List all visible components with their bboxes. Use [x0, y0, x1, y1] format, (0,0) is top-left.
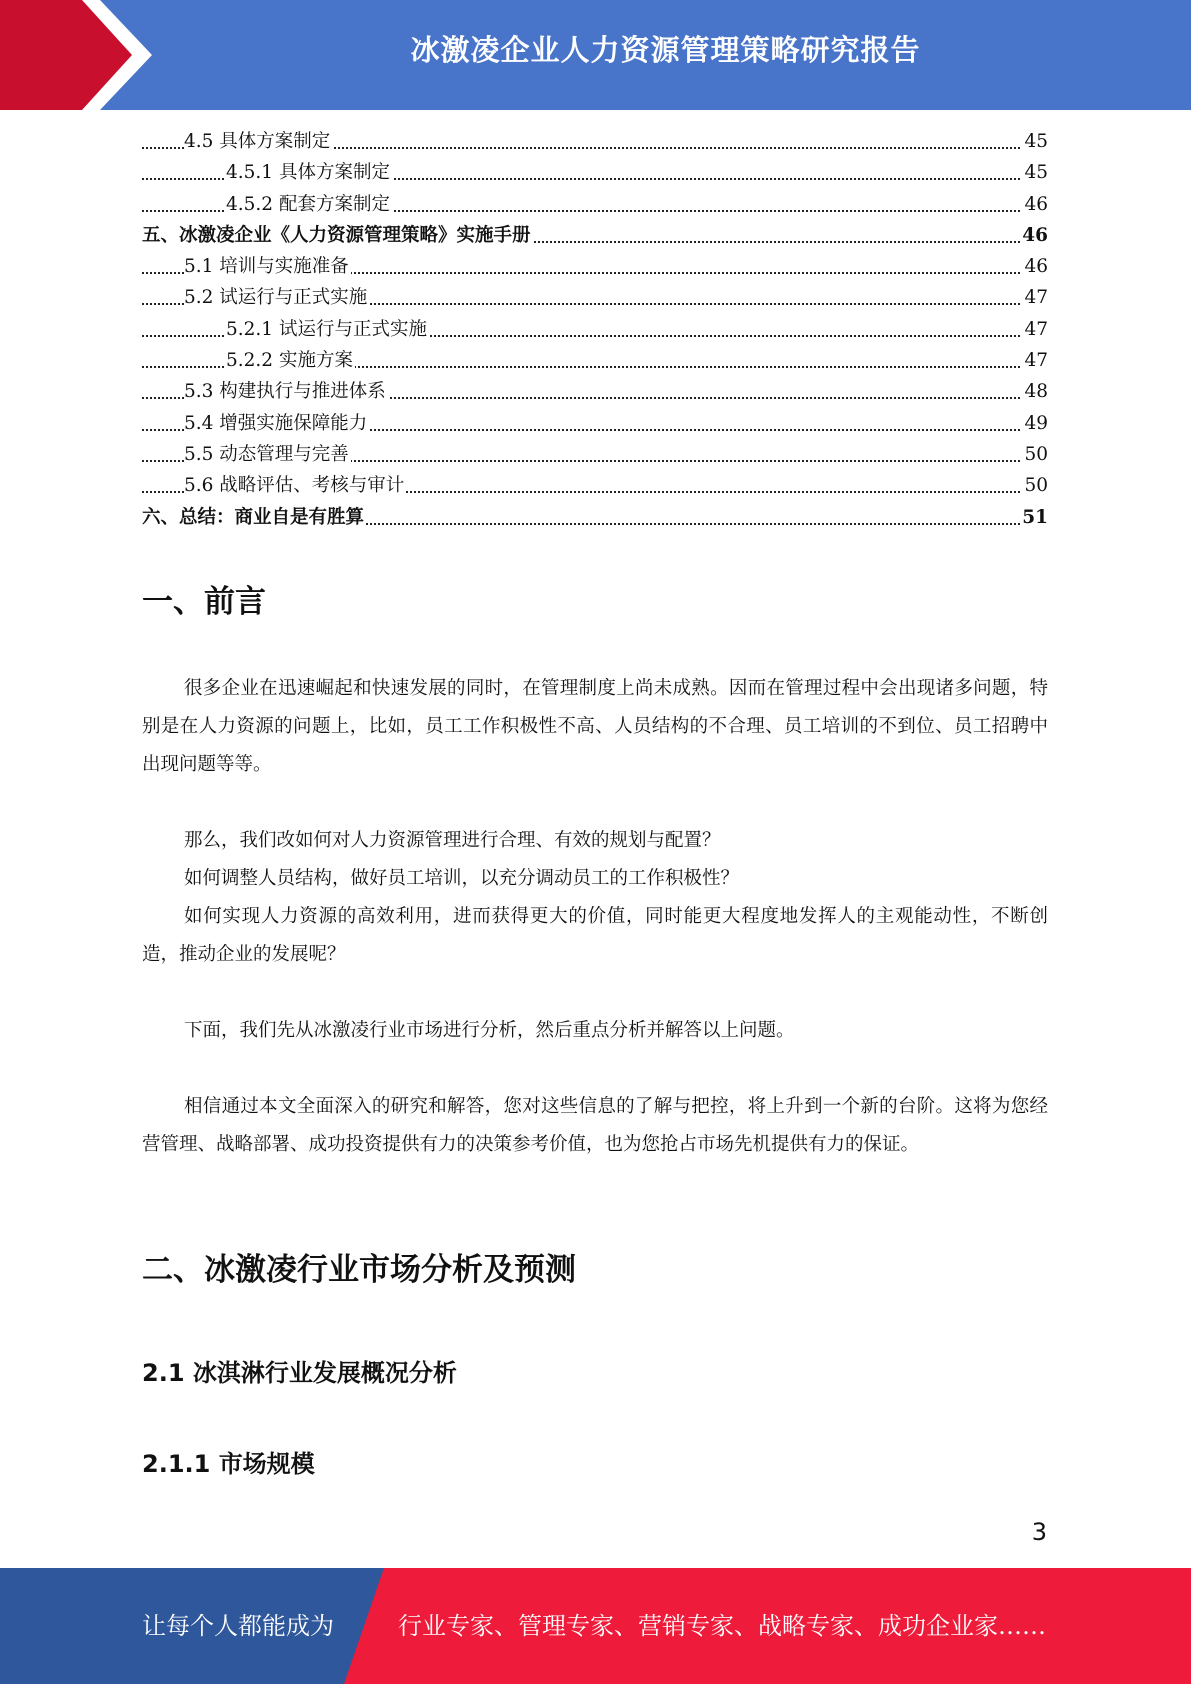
header-chevron-graphic [0, 0, 160, 110]
body-paragraph: 相信通过本文全面深入的研究和解答，您对这些信息的了解与把控，将上升到一个新的台阶。这将为您经营管理、战略部署、成功投资提供有力的决策参考价值，也为您抢占市场先机提供有力的保证。 [142, 1096, 1048, 1155]
toc-label: 5.2.2 实施方案 [226, 345, 355, 376]
body-paragraph: 如何调整人员结构，做好员工培训，以充分调动员工的工作积极性？ [184, 868, 740, 889]
toc-page-number: 51 [1020, 502, 1048, 533]
toc-page-number: 49 [1022, 408, 1048, 439]
toc-page-number: 50 [1022, 439, 1048, 470]
toc-entry[interactable] [142, 314, 1048, 345]
toc-entry[interactable] [142, 408, 1048, 439]
toc-entry[interactable] [142, 126, 1048, 157]
toc-label: 5.6 战略评估、考核与审计 [184, 470, 406, 501]
toc-label: 5.2.1 试运行与正式实施 [226, 314, 429, 345]
toc-page-number: 47 [1022, 314, 1048, 345]
toc-label: 5.3 构建执行与推进体系 [184, 376, 388, 407]
toc-entry[interactable] [142, 157, 1048, 188]
toc-page-number: 50 [1022, 470, 1048, 501]
toc-page-number: 48 [1022, 376, 1048, 407]
toc-page-number: 45 [1022, 126, 1048, 157]
toc-page-number: 47 [1022, 282, 1048, 313]
toc-label: 4.5.1 具体方案制定 [226, 157, 392, 188]
body-paragraph: 那么，我们改如何对人力资源管理进行合理、有效的规划与配置？ [184, 830, 721, 851]
toc-page-number: 46 [1022, 189, 1048, 220]
section-heading-market-analysis: 二、冰激凌行业市场分析及预测 [142, 1252, 576, 1288]
body-paragraph: 下面，我们先从冰激凌行业市场进行分析，然后重点分析并解答以上问题。 [184, 1020, 795, 1041]
body-paragraph: 很多企业在迅速崛起和快速发展的同时，在管理制度上尚未成熟。因而在管理过程中会出现诸多问题，特别是在人力资源的问题上，比如，员工工作积极性不高、人员结构的不合理、员工培训的不到位、员工招聘中出现问题等等。 [142, 678, 1048, 775]
toc-label: 4.5 具体方案制定 [184, 126, 332, 157]
page-header [0, 0, 1191, 110]
toc-entry[interactable] [142, 220, 1048, 251]
subsection-heading: 2.1 冰淇淋行业发展概况分析 [142, 1359, 457, 1387]
footer-slogan-left: 让每个人都能成为 [142, 1612, 334, 1640]
toc-label: 5.1 培训与实施准备 [184, 251, 351, 282]
page-number: 3 [1031, 1518, 1047, 1546]
toc-label: 五、冰激凌企业《人力资源管理策略》实施手册 [142, 220, 533, 251]
toc-page-number: 45 [1022, 157, 1048, 188]
toc-page-number: 46 [1020, 220, 1048, 251]
toc-entry[interactable] [142, 470, 1048, 501]
document-title: 冰激凌企业人力资源管理策略研究报告 [410, 33, 921, 67]
toc-page-number: 47 [1022, 345, 1048, 376]
toc-entry[interactable] [142, 189, 1048, 220]
toc-label: 5.4 增强实施保障能力 [184, 408, 369, 439]
table-of-contents [142, 126, 1048, 533]
toc-page-number: 46 [1022, 251, 1048, 282]
toc-entry[interactable] [142, 345, 1048, 376]
toc-label: 5.2 试运行与正式实施 [184, 282, 369, 313]
page-footer [0, 1568, 1191, 1684]
toc-label: 4.5.2 配套方案制定 [226, 189, 392, 220]
toc-entry[interactable] [142, 502, 1048, 533]
subsubsection-heading: 2.1.1 市场规模 [142, 1450, 315, 1478]
toc-entry[interactable] [142, 251, 1048, 282]
toc-label: 5.5 动态管理与完善 [184, 439, 351, 470]
footer-slogan-right: 行业专家、管理专家、营销专家、战略专家、成功企业家…… [398, 1612, 1046, 1640]
toc-label: 六、总结：商业自是有胜算 [142, 502, 366, 533]
body-paragraph: 如何实现人力资源的高效利用，进而获得更大的价值，同时能更大程度地发挥人的主观能动性，不断创造，推动企业的发展呢？ [142, 906, 1048, 965]
toc-entry[interactable] [142, 376, 1048, 407]
toc-entry[interactable] [142, 282, 1048, 313]
toc-entry[interactable] [142, 439, 1048, 470]
section-heading-preface: 一、前言 [142, 584, 266, 620]
